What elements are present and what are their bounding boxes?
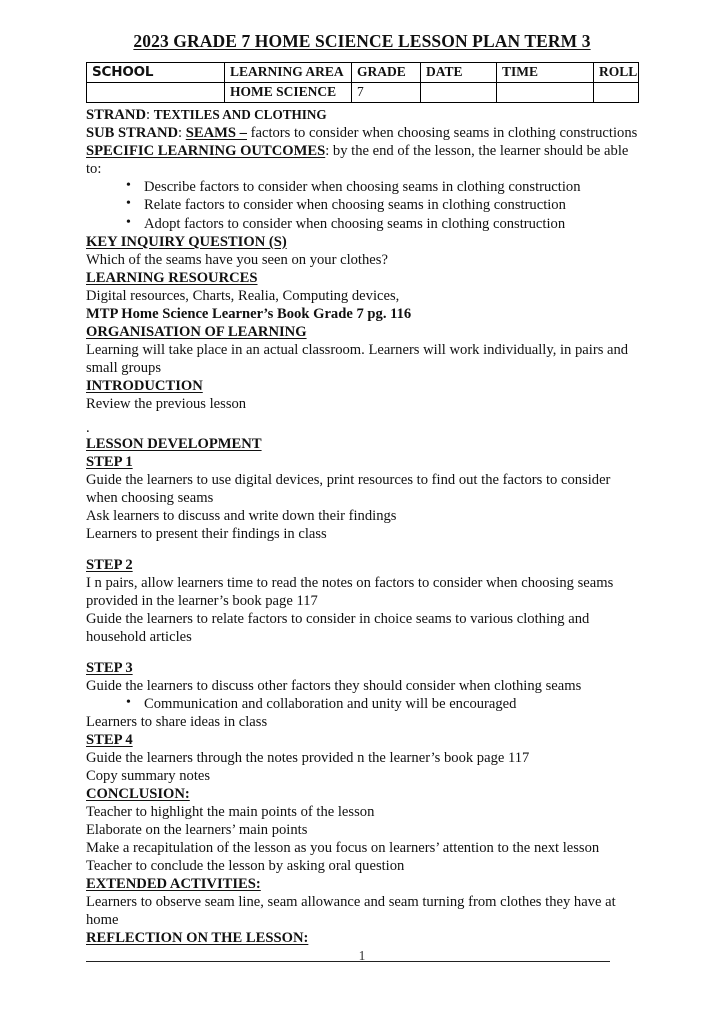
conclusion-line-4: Teacher to conclude the lesson by asking oral question	[86, 858, 405, 875]
strand-value: TEXTILES AND CLOTHING	[153, 107, 327, 123]
introduction-heading	[86, 377, 638, 395]
step-2-spacer	[86, 646, 638, 659]
table-cell-time-value[interactable]	[497, 83, 594, 103]
table-cell-learning-area-value: HOME SCIENCE	[225, 83, 352, 103]
conclusion-line-1: Teacher to highlight the main points of the lesson	[86, 804, 375, 821]
step-3-line-1: Guide the learners to discuss other factors they should consider when clothing seams	[86, 678, 582, 694]
stray-period-mark: .	[86, 419, 90, 436]
organisation-heading-text: ORGANISATION OF LEARNING	[86, 323, 307, 340]
learning-resources-heading	[86, 269, 638, 287]
step-4-heading-text: STEP 4	[86, 732, 133, 749]
extended-activities-line-2: home	[86, 912, 119, 929]
strand-line	[86, 106, 638, 124]
learning-outcomes-line	[86, 142, 638, 178]
reflection-heading	[86, 929, 638, 947]
sub-strand-value-underlined: SEAMS –	[185, 125, 247, 142]
learning-outcomes-intro: by the end of the lesson, the learner should be able to:	[86, 143, 629, 178]
table-cell-date-value[interactable]	[421, 83, 497, 103]
list-item: • Describe factors to consider when choosing seams in clothing construction	[144, 178, 638, 196]
page-number: 1	[358, 948, 366, 963]
extended-activities-line-1: Learners to observe seam line, seam allowance and seam turning from clothes they have at	[86, 894, 616, 911]
step-3-line-after-1: Learners to share ideas in class	[86, 714, 268, 731]
step-4-heading	[86, 731, 638, 749]
list-item: • Adopt factors to consider when choosing seams in clothing construction	[144, 215, 638, 233]
key-inquiry-heading-text: KEY INQUIRY QUESTION (S)	[86, 233, 287, 250]
reflection-heading-text: REFLECTION ON THE LESSON:	[86, 930, 309, 947]
step-1-spacer	[86, 543, 638, 556]
conclusion-heading-text: CONCLUSION:	[86, 786, 190, 803]
step-1-line-4: Learners to present their findings in class	[86, 525, 327, 542]
list-item: • Communication and collaboration and unity will be encouraged	[144, 695, 638, 713]
step-3-heading	[86, 659, 638, 677]
step-1-line-2: when choosing seams	[86, 489, 214, 506]
table-cell-grade-value: 7	[352, 83, 421, 103]
page-title-text: 2023 GRADE 7 HOME SCIENCE LESSON PLAN TERM 3	[133, 31, 591, 51]
learning-outcomes-separator: :	[325, 143, 333, 160]
sub-strand-line	[86, 124, 638, 142]
table-cell-school-value[interactable]	[87, 83, 225, 103]
organisation-line-1: Learning will take place in an actual classroom. Learners will work individually, in pairs and	[86, 341, 629, 358]
learning-resources-heading-text: LEARNING RESOURCES	[86, 269, 258, 286]
step-2-heading	[86, 556, 638, 574]
introduction-heading-text: INTRODUCTION	[86, 377, 203, 394]
page-title	[86, 31, 638, 51]
sub-strand-separator: :	[178, 125, 186, 142]
table-header-date: DATE	[421, 63, 497, 83]
key-inquiry-heading	[86, 233, 638, 251]
table-header-grade: GRADE	[352, 63, 421, 83]
lesson-info-table	[86, 62, 639, 103]
learning-outcomes-label: SPECIFIC LEARNING OUTCOMES	[86, 143, 326, 160]
lesson-plan-body	[86, 106, 638, 962]
table-header-roll: ROLL	[594, 63, 639, 83]
organisation-line-2: small groups	[86, 359, 161, 376]
document-content	[86, 0, 638, 962]
step-1-heading-text: STEP 1	[86, 453, 133, 470]
step-2-line-3: Guide the learners to relate factors to consider in choice seams to various clothing and	[86, 610, 590, 627]
table-header-time: TIME	[497, 63, 594, 83]
strand-separator: :	[146, 107, 154, 124]
sub-strand-label: SUB STRAND	[86, 125, 179, 142]
step-1-line-3: Ask learners to discuss and write down their findings	[86, 507, 397, 524]
step-3-bullets	[86, 695, 638, 713]
step-4-line-1: Guide the learners through the notes provided n the learner’s book page 117	[86, 750, 530, 767]
extended-activities-heading-text: EXTENDED ACTIVITIES:	[86, 876, 261, 893]
table-header-school: SCHOOL	[87, 63, 225, 83]
table-cell-roll-value[interactable]	[594, 83, 639, 103]
table-row-values	[87, 83, 639, 103]
organisation-heading	[86, 323, 638, 341]
list-item: • Relate factors to consider when choosing seams in clothing construction	[144, 196, 638, 214]
step-3-heading-text: STEP 3	[86, 659, 133, 676]
conclusion-line-2: Elaborate on the learners’ main points	[86, 822, 308, 839]
step-4-line-2: Copy summary notes	[86, 768, 211, 785]
step-2-line-4: household articles	[86, 628, 192, 645]
introduction-line-1: Review the previous lesson	[86, 395, 247, 412]
strand-label: STRAND	[86, 107, 147, 124]
key-inquiry-question: Which of the seams have you seen on your clothes?	[86, 251, 388, 268]
step-2-heading-text: STEP 2	[86, 556, 133, 573]
learning-resources-book: MTP Home Science Learner’s Book Grade 7 pg. 116	[86, 305, 412, 322]
sub-strand-value-rest: factors to consider when choosing seams in clothing constructions	[246, 125, 638, 142]
conclusion-line-3: Make a recapitulation of the lesson as you focus on learners’ attention to the next lesson	[86, 840, 600, 857]
step-2-line-1: I n pairs, allow learners time to read the notes on factors to consider when choosing seams	[86, 574, 614, 591]
table-row-headers	[87, 63, 639, 83]
learning-resources-line1: Digital resources, Charts, Realia, Computing devices,	[86, 287, 400, 304]
table-header-learning-area: LEARNING AREA	[225, 63, 352, 83]
step-2-line-2: provided in the learner’s book page 117	[86, 592, 318, 609]
step-1-line-1: Guide the learners to use digital devices, print resources to find out the factors to consider	[86, 471, 611, 488]
lesson-development-heading	[86, 435, 638, 453]
conclusion-heading	[86, 785, 638, 803]
introduction-spacer	[86, 413, 638, 420]
extended-activities-heading	[86, 875, 638, 893]
lesson-development-heading-text: LESSON DEVELOPMENT	[86, 435, 262, 452]
step-1-heading	[86, 453, 638, 471]
learning-outcomes-bullets	[86, 178, 638, 232]
